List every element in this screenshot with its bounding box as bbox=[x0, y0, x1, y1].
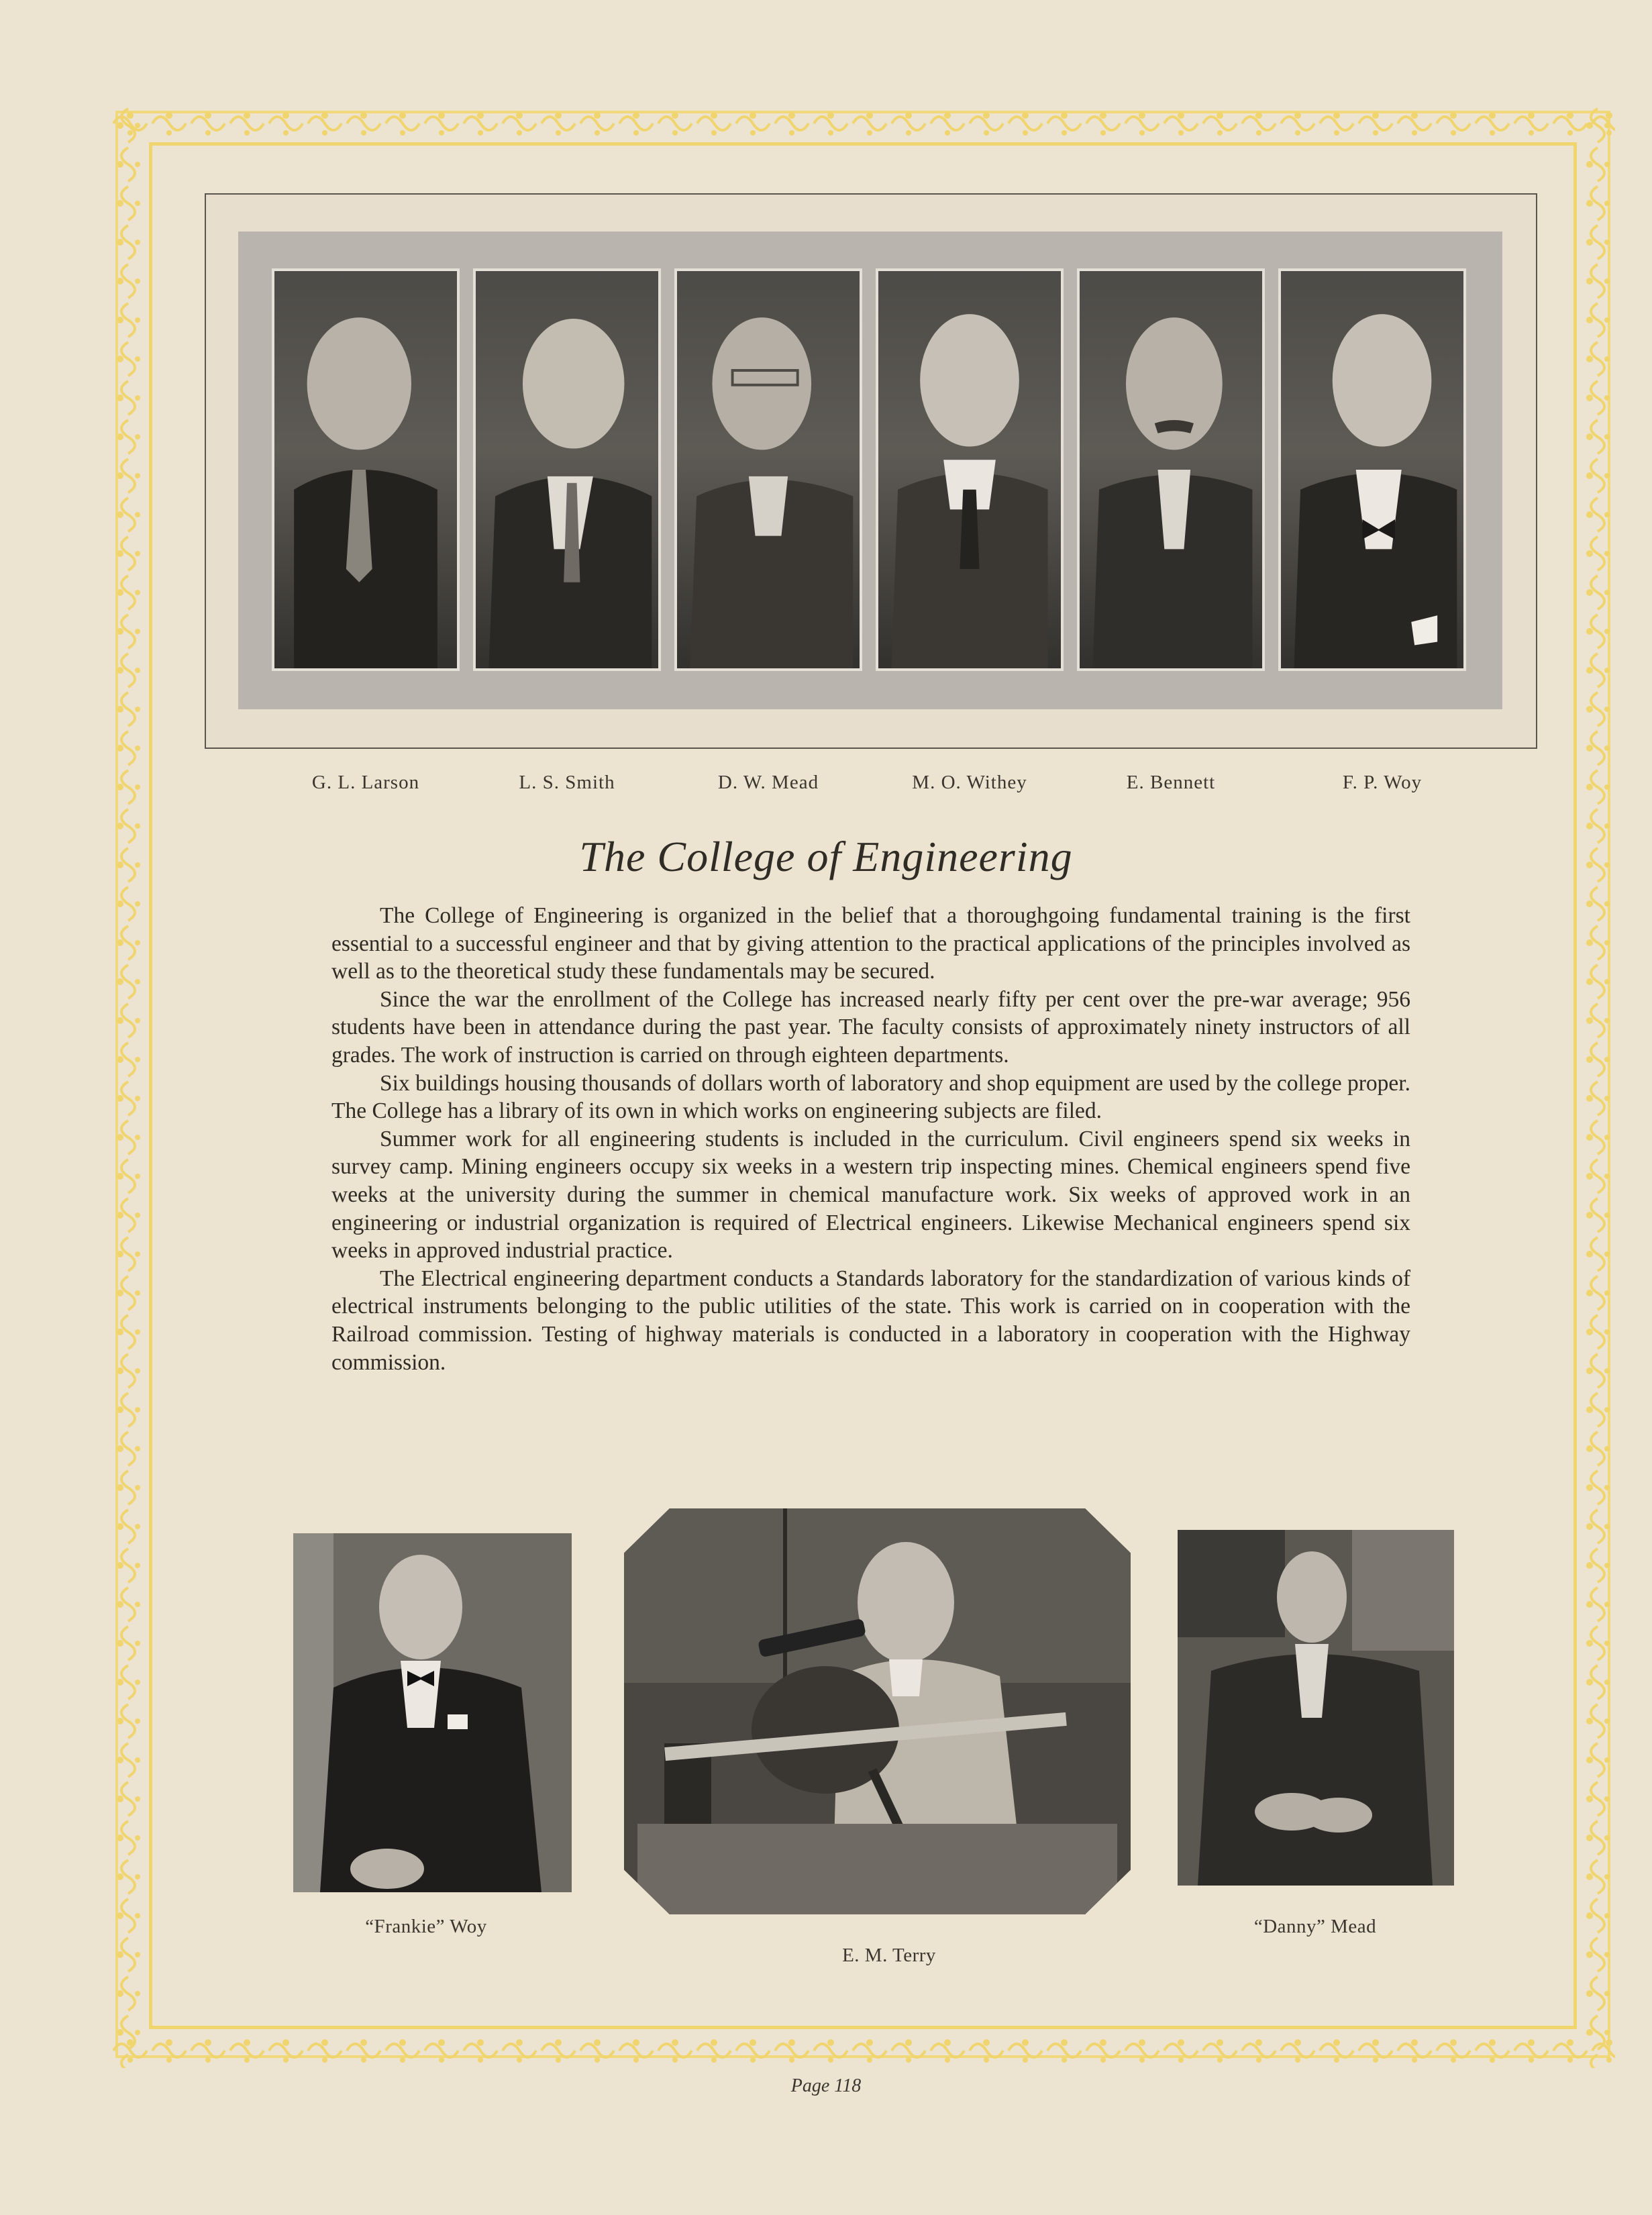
seated-portrait-icon bbox=[1178, 1530, 1454, 1886]
portrait-caption: F. P. Woy bbox=[1342, 772, 1423, 793]
portrait-photo-smith bbox=[473, 268, 661, 671]
portrait-photo-mead bbox=[674, 268, 862, 671]
ornament-band-right bbox=[1580, 106, 1615, 2068]
portrait-photo-icon bbox=[274, 271, 457, 668]
ornament-band-top bbox=[111, 106, 1615, 141]
caption-danny-mead: “Danny” Mead bbox=[1253, 1916, 1377, 1937]
portrait-photo-woy bbox=[1278, 268, 1466, 671]
paragraph: Six buildings housing thousands of dollars worth of laboratory and shop equipment are used by the college proper. The College has a library of its own in which works on engineering subjects are filed. bbox=[331, 1070, 1410, 1124]
portrait-photo-withey bbox=[876, 268, 1064, 671]
caption-frankie-woy: “Frankie” Woy bbox=[365, 1916, 487, 1937]
portrait-photo-icon bbox=[476, 271, 658, 668]
portrait-photo-icon bbox=[1080, 271, 1262, 668]
portrait-photo-larson bbox=[272, 268, 460, 671]
page-number: Page 118 bbox=[790, 2075, 862, 2096]
paragraph: Summer work for all engineering students is included in the curriculum. Civil engineers spend six weeks in survey camp. Mining engineers occupy six weeks in a western trip inspecting mines. Chemical engineers spend five weeks at the university during the summer in chemical manufacture work. Six weeks of approved work in an engineering or industrial organization is required of Electrical engineers. Likewise Mechanical engineers spend six weeks in approved industrial practice. bbox=[331, 1126, 1410, 1264]
paragraph: The College of Engineering is organized in the belief that a thoroughgoing fundamental training is the first essential to a successful engineer and that by giving attention to the practical applications of the principles involved as well as to the theoretical study these fundamentals may be secured. bbox=[331, 903, 1410, 984]
article-body bbox=[331, 902, 1410, 1376]
portrait-photo-icon bbox=[878, 271, 1061, 668]
page-title: The College of Engineering bbox=[579, 833, 1073, 880]
portrait-caption: L. S. Smith bbox=[519, 772, 615, 793]
caption-em-terry: E. M. Terry bbox=[842, 1945, 936, 1966]
photo-em-terry bbox=[624, 1508, 1131, 1914]
photo-frankie-woy bbox=[293, 1533, 572, 1892]
ornament-band-bottom bbox=[111, 2033, 1615, 2068]
seated-portrait-icon bbox=[293, 1533, 572, 1892]
portrait-caption: G. L. Larson bbox=[311, 772, 420, 793]
paragraph: The Electrical engineering department conducts a Standards laboratory for the standardization of various kinds of electrical instruments belonging to the public utilities of the state. This work is carried on in cooperation with the Railroad commission. Testing of highway materials is conducted in a laboratory in cooperation with the Highway commission. bbox=[331, 1266, 1410, 1375]
portrait-photo-bennett bbox=[1077, 268, 1265, 671]
ornament-band-left bbox=[111, 106, 146, 2068]
laboratory-scene-icon bbox=[624, 1508, 1131, 1914]
portrait-caption: E. Bennett bbox=[1126, 772, 1216, 793]
paragraph: Since the war the enrollment of the College has increased nearly fifty per cent over the pre-war average; 956 students have been in attendance during the past year. The faculty consists of approximately ninety instructors of all grades. The work of instruction is carried on through eighteen departments. bbox=[331, 986, 1410, 1068]
portrait-caption: M. O. Withey bbox=[912, 772, 1027, 793]
portrait-photo-icon bbox=[1281, 271, 1463, 668]
portrait-caption: D. W. Mead bbox=[717, 772, 819, 793]
photo-danny-mead bbox=[1178, 1530, 1454, 1886]
portrait-photo-icon bbox=[677, 271, 860, 668]
